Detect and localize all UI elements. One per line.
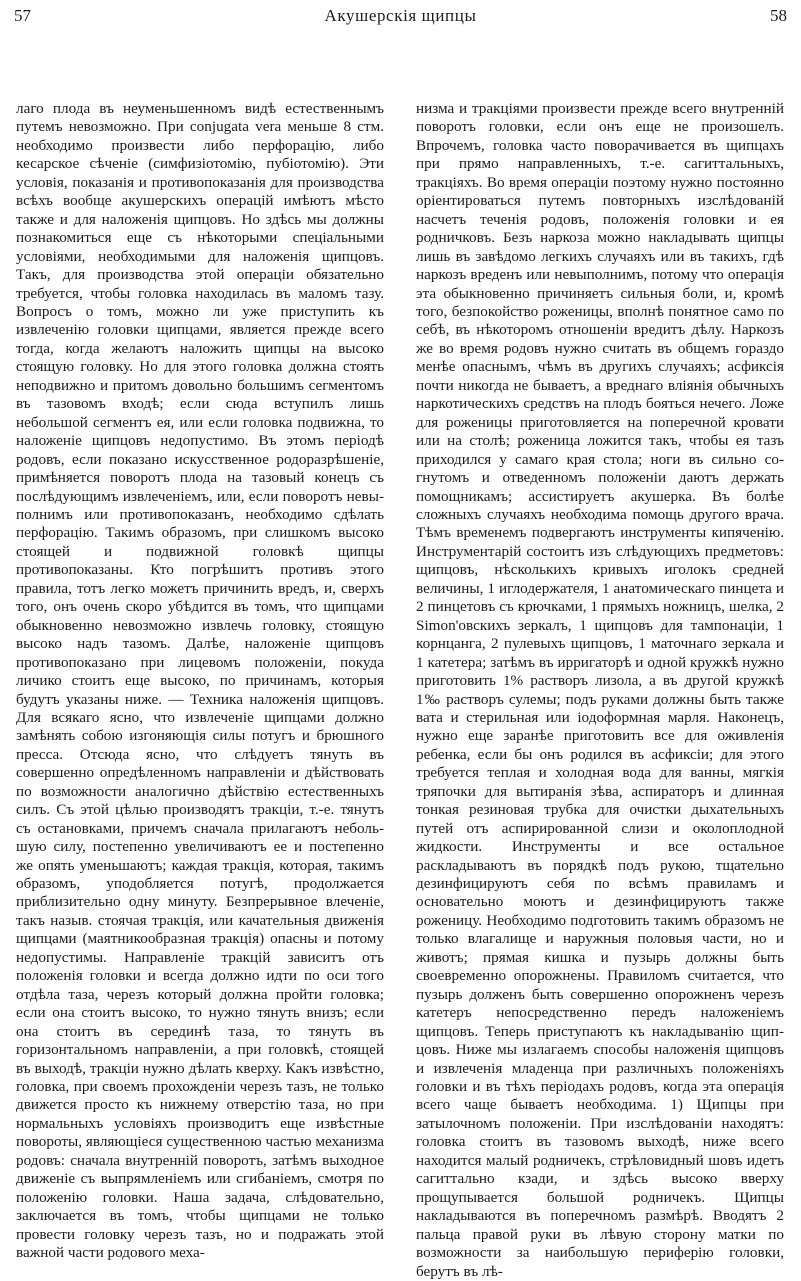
page-header	[0, 0, 801, 80]
running-title: Акушерскія щипцы	[324, 6, 477, 25]
left-column	[16, 100, 384, 1263]
right-column-text: низма и тракціями произвести прежде всего внутренній поворотъ головки, если онъ еще не произошелъ. Впрочемъ, головка часто поворачивается въ щипцахъ при прямо направленныхъ, т.-е. сагиттальныхъ, тракціяхъ. Во время операціи поэтому нужно постоянно оріентироваться путемъ повторныхъ изслѣдованій насчетъ теченія родовъ, положенія головки и ея родничковъ. Безъ наркоза можно накладывать щипцы лишь въ завѣдомо легкихъ случаяхъ или въ такихъ, гдѣ наркозъ вреденъ или невыполнимъ, потому что операція эта обыкновенно причиняетъ сильныя боли, и, кромѣ того, безпокойство роженицы, вполнѣ понятное само по себѣ, въ нѣкоторомъ отношеніи вредитъ дѣлу. Наркозъ же во время родовъ нужно считать въ общемъ гораздо менѣе опаснымъ, чѣмъ въ другихъ случаяхъ; асфиксія почти никогда не бываетъ, а вреднаго вліянія обычныхъ наркотическихъ средствъ на плодъ бояться нечего. Ложе для роженицы приготовляется на поперечной кровати или на столѣ; роженица ложится такъ, чтобы ея тазъ приходился у самаго края стола; ноги въ сильно согнутомъ и отведенномъ положеніи даютъ держать помощникамъ; ассистируетъ акушерка. Въ болѣе сложныхъ случаяхъ необходима помощь другого врача. Тѣмъ временемъ подвергаютъ инструменты кипяченію. Инструментарій состоитъ изъ слѣдующихъ предметовъ: щипцовъ, нѣсколькихъ кривыхъ иголокъ средней величины, 1 иглодержателя, 1 анатомическаго пинцета и 2 пинцетовъ съ крючками, 1 прямыхъ ножницъ, шелка, 2 Simon'овскихъ зеркалъ, 1 щипцовъ для тампонаціи, 1 корнцанга, 2 пулевыхъ щипцовъ, 1 маточнаго зеркала и 1 катетера; затѣмъ въ ирригаторѣ и одной кружкѣ нужно приготовить 1% растворъ лизола, а въ другой кружкѣ 1‰ растворъ сулемы; подъ руками должны быть также вата и стерильная или іодоформная марля. Наконецъ, нужно еще заранѣе приготовить все для оживленія ребенка, если бы онъ родился въ асфиксіи; для этого требуется теплая и холодная вода для ванны, мягкія тряпочки для вытиранія зѣва, аспираторъ и длинная тонкая резиновая трубка для очистки дыхательныхъ путей отъ аспирированной слизи и околоплодной жидкости. Инструменты и все остальное раскладываютъ въ порядкѣ подъ рукою, тщательно дезинфицируютъ себя по всѣмъ правиламъ и основательно моютъ и дезинфицируютъ также роженицу. Необходимо подготовить такимъ образомъ не только влагалище и наружныя половыя части, но и животъ; прямая кишка и пузырь должны быть своевременно опорожнены. Правиломъ считается, что пузырь долженъ быть совершенно опорожненъ черезъ катетеръ непосредственно передъ наложеніемъ щипцовъ. Теперь приступаютъ къ накладыванію щипцовъ. Ниже мы излагаемъ способы наложенія щипцовъ и извлеченія младенца при различныхъ положеніяхъ головки и въ тѣхъ періодахъ родовъ, когда эта операція всего чаще бываетъ необходима. 1) Щипцы при затылочномъ положеніи. При изслѣдованіи находятъ: головка стоитъ въ тазовомъ выходѣ, ниже всего находится малый родничекъ, стрѣловидный шовъ идетъ сагиттально кзади, и здѣсь высоко вверху прощупывается большой родничекъ. Щипцы накладываются въ поперечномъ размѣрѣ. Вводятъ 2 пальца правой руки въ лѣвую сторону матки по возможности за наибольшую периферію головки, берутъ въ лѣ-	[416, 100, 784, 1280]
right-column	[416, 100, 784, 1281]
page-number-left: 57	[14, 6, 31, 25]
left-column-text: лаго плода въ неуменьшенномъ видѣ естественнымъ путемъ невозможно. При conjugata vera меньше 8 стм. необходимо произвести либо перфорацію, либо кесарское сѣченіе (симфизіотомію, пубіотомію). Эти условія, показанія и противопоказанія для производства всѣхъ вообще акушерскихъ операцій имѣютъ мѣсто также и для наложенія щипцовъ. Но здѣсь мы должны познакомиться еще съ нѣкоторыми спеціальными условіями, необходимыми для наложенія щипцовъ. Такъ, для производства этой операціи обязательно требуется, чтобы головка находилась въ маломъ тазу. Вопросъ о томъ, можно ли уже приступить къ извлеченію головки щипцами, является прежде всего тогда, когда желаютъ наложить щипцы на высоко стоящую головку. Но для этого головка должна стоять неподвижно и притомъ довольно большимъ сегментомъ въ тазовомъ входѣ; если сюда вступилъ лишь небольшой сегментъ ея, или если головка подвижна, то наложеніе щипцовъ недопустимо. Въ этомъ періодѣ родовъ, если показано искусственное родоразрѣшеніе, примѣняется поворотъ плода на тазовый конецъ съ послѣдующимъ извлеченіемъ, или, если поворотъ невыполнимъ или противопоказанъ, необходимо сдѣлать перфорацію. Такимъ образомъ, при слишкомъ высоко стоящей и подвижной головкѣ щипцы противопоказаны. Кто погрѣшитъ противъ этого правила, тотъ легко можетъ причинить вредъ, и, сверхъ того, онъ очень скоро убѣдится въ томъ, что щипцами обыкновенно невозможно извлечь головку, стоящую высоко надъ тазомъ. Далѣе, наложеніе щипцовъ противопоказано при лицевомъ положеніи, покуда личико стоитъ еще высоко, по причинамъ, которыя будутъ указаны ниже. — Техника наложенія щипцовъ. Для всякаго ясно, что извлеченіе щипцами должно замѣнять собою изгоняющія силы потугъ и брюшного пресса. Отсюда ясно, что слѣдуетъ тянуть въ совершенно опредѣленномъ направленіи и дѣйствовать по возможности аналогично дѣйствію естественныхъ силъ. Съ этой цѣлью производятъ тракціи, т.-е. тянутъ съ остановками, причемъ сначала прилагаютъ небольшую силу, постепенно увеличиваютъ ее и постепенно же опять уменьшаютъ; каждая тракція, которая, такимъ образомъ, уподобляется потугѣ, продолжается приблизительно одну минуту. Безпрерывное влеченіе, такъ назыв. стоячая тракція, или качательныя движенія щипцами (маятникообразная тракція) опасны и потому недопустимы. Направленіе тракцій зависитъ отъ положенія головки и всегда должно идти по оси того отдѣла таза, черезъ который должна пройти головка; если она стоитъ высоко, то нужно тянуть внизъ; если она стоитъ въ серединѣ таза, то тянуть въ горизонтальномъ направленіи, а при головкѣ, стоящей въ выходѣ, тракціи нужно дѣлать кверху. Какъ извѣстно, головка, при своемъ прохожденіи черезъ тазъ, не только движется просто къ нижнему отверстію таза, но при нормальныхъ условіяхъ производитъ еще извѣстные повороты, являющіеся существенною частью механизма родовъ: сначала внутренній поворотъ, затѣмъ выходное движеніе съ выпрямленіемъ или сгибаніемъ, смотря по положенію головки. Наша задача, слѣдовательно, заключается въ томъ, чтобы щипцами не только провести головку черезъ тазъ, но и подражать этой важной части родового меха-	[16, 100, 384, 1262]
page-number-right: 58	[770, 6, 787, 25]
